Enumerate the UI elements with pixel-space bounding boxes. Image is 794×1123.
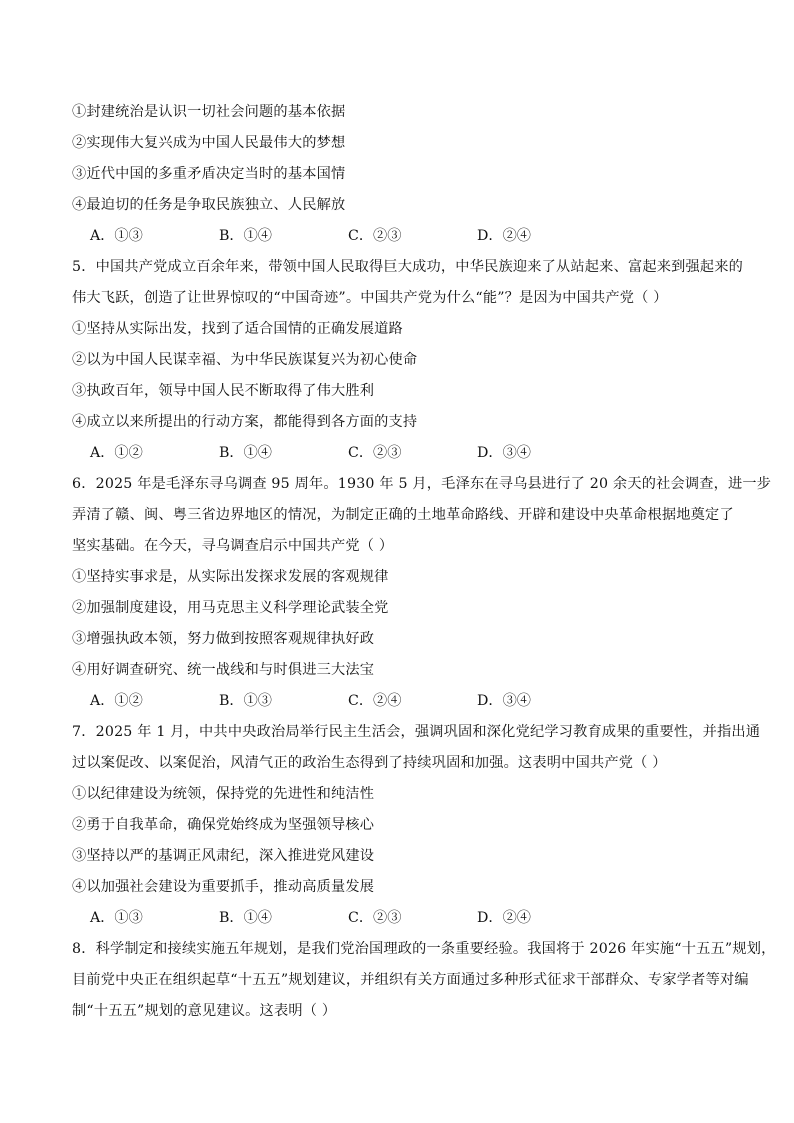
question-stem: 过以案促改、以案促治，风清气正的政治生态得到了持续巩固和加强。这表明中国共产党（ ）: [72, 755, 667, 771]
statement: ④成立以来所提出的行动方案，都能得到各方面的支持: [72, 414, 418, 430]
statement: ④最迫切的任务是争取民族独立、人民解放: [72, 197, 346, 213]
statement: ③近代中国的多重矛盾决定当时的基本国情: [72, 166, 346, 182]
option-c: C．②③: [348, 228, 402, 244]
question-stem: 5．中国共产党成立百余年来，带领中国人民取得巨大成功，中华民族迎来了从站起来、富起来到强起来的: [72, 259, 744, 275]
statement: ③增强执政本领，努力做到按照客观规律执好政: [72, 631, 375, 647]
question-stem: 7．2025 年 1 月，中共中央政治局举行民主生活会，强调巩固和深化党纪学习教育成果的重要性，并指出通: [72, 724, 761, 740]
answer-options: [72, 686, 722, 717]
answer-options: [72, 438, 722, 469]
option-a: A．①③: [90, 228, 143, 244]
option-c: C．②③: [348, 445, 402, 461]
statement: ①封建统治是认识一切社会问题的基本依据: [72, 104, 346, 120]
statement: ③坚持以严的基调正风肃纪，深入推进党风建设: [72, 848, 375, 864]
statement: ③执政百年，领导中国人民不断取得了伟大胜利: [72, 383, 375, 399]
option-b: B．①④: [219, 910, 272, 926]
option-b: B．①④: [219, 228, 272, 244]
question-stem: 伟大飞跃，创造了让世界惊叹的“中国奇迹”。中国共产党为什么“能”？是因为中国共产党（ ）: [72, 290, 668, 306]
question-8: [72, 934, 776, 1027]
question-stem: 目前党中央正在组织起草“十五五”规划建议，并组织有关方面通过多种形式征求干部群众、专家学者等对编: [72, 972, 749, 988]
answer-options: [72, 903, 722, 934]
answer-options: [72, 221, 722, 252]
question-stem: 弄清了赣、闽、粤三省边界地区的情况，为制定正确的土地革命路线、开辟和建设中央革命根据地奠定了: [72, 507, 734, 523]
option-c: C．②③: [348, 910, 402, 926]
question-stem: 坚实基础。在今天，寻乌调查启示中国共产党（ ）: [72, 538, 394, 554]
statement: ④用好调查研究、统一战线和与时俱进三大法宝: [72, 662, 375, 678]
question-4-tail: [72, 97, 722, 252]
statement: ②勇于自我革命，确保党始终成为坚强领导核心: [72, 817, 375, 833]
statement: ④以加强社会建设为重要抓手，推动高质量发展: [72, 879, 375, 895]
statement: ②以为中国人民谋幸福、为中华民族谋复兴为初心使命: [72, 352, 418, 368]
option-a: A．①③: [90, 910, 143, 926]
question-stem: 8．科学制定和接续实施五年规划，是我们党治国理政的一条重要经验。我国将于 2026 年实施“十五五”规划，: [72, 941, 776, 957]
question-stem: 6．2025 年是毛泽东寻乌调查 95 周年。1930 年 5 月，毛泽东在寻乌县进行了 20 余天的社会调查，进一步: [72, 476, 772, 492]
question-7: [72, 717, 761, 934]
statement: ②实现伟大复兴成为中国人民最伟大的梦想: [72, 135, 346, 151]
option-d: D．③④: [477, 693, 531, 709]
statement: ②加强制度建设，用马克思主义科学理论武装全党: [72, 600, 389, 616]
option-d: D．③④: [477, 445, 531, 461]
statement: ①坚持从实际出发，找到了适合国情的正确发展道路: [72, 321, 403, 337]
question-6: [72, 469, 772, 717]
option-b: B．①③: [219, 693, 272, 709]
option-b: B．①④: [219, 445, 272, 461]
option-a: A．①②: [90, 445, 143, 461]
question-content: [72, 97, 776, 1027]
question-stem: 制“十五五”规划的意见建议。这表明（ ）: [72, 1003, 337, 1019]
statement: ①以纪律建设为统领，保持党的先进性和纯洁性: [72, 786, 375, 802]
option-a: A．①②: [90, 693, 143, 709]
option-d: D．②④: [477, 910, 531, 926]
option-d: D．②④: [477, 228, 531, 244]
option-c: C．②④: [348, 693, 402, 709]
statement: ①坚持实事求是，从实际出发探求发展的客观规律: [72, 569, 389, 585]
question-5: [72, 252, 744, 469]
